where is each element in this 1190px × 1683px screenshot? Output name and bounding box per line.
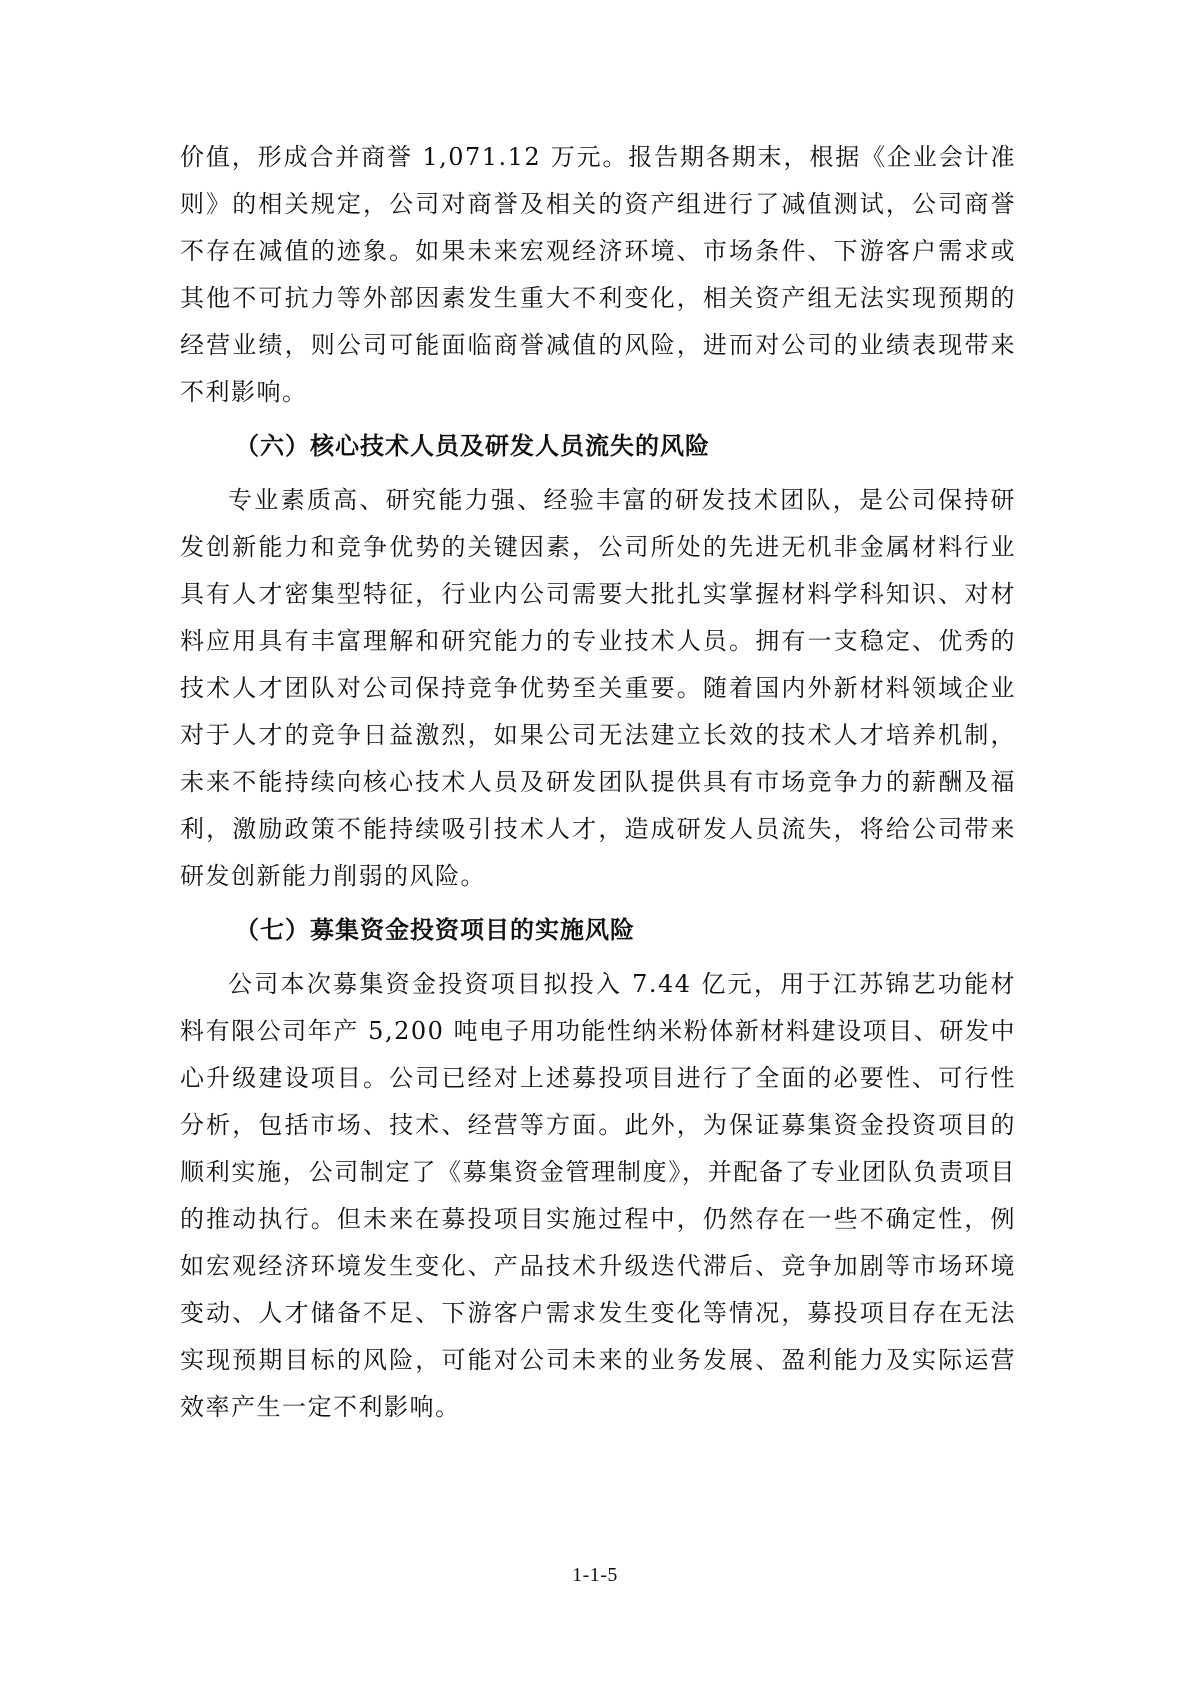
section-heading-core-staff-risk: （六）核心技术人员及研发人员流失的风险 bbox=[235, 432, 710, 460]
continuation-paragraph: 价值，形成合并商誉 1,071.12 万元。报告期各期末，根据《企业会计准则》的相关规定，公司对商誉及相关的资产组进行了减值测试，公司商誉不存在减值的迹象。如果未来宏观经济环境、市场条件、下游客户需求或其他不可抗力等外部因素发生重大不利变化，相关资产组无法实现预期的经营业绩，则公司可能面临商誉减值的风险，进而对公司的业绩表现带来不利影响。 bbox=[180, 143, 1016, 406]
section-heading-fundraising-project-risk: （七）募集资金投资项目的实施风险 bbox=[235, 916, 635, 944]
page-number: 1-1-5 bbox=[572, 1564, 618, 1586]
section-body-fundraising-project-risk: 公司本次募集资金投资项目拟投入 7.44 亿元，用于江苏锦艺功能材料有限公司年产 5,200 吨电子用功能性纳米粉体新材料建设项目、研发中心升级建设项目。公司已经对上述募投项目进行了全面的必要性、可行性分析，包括市场、技术、经营等方面。此外，为保证募集资金投资项目的顺利实施，公司制定了《募集资金管理制度》，并配备了专业团队负责项目的推动执行。但未来在募投项目实施过程中，仍然存在一些不确定性，例如宏观经济环境发生变化、产品技术升级迭代滞后、竞争加剧等市场环境变动、人才储备不足、下游客户需求发生变化等情况，募投项目存在无法实现预期目标的风险，可能对公司未来的业务发展、盈利能力及实际运营效率产生一定不利影响。 bbox=[180, 970, 1016, 1421]
document-body bbox=[180, 134, 1016, 1431]
section-body-core-staff-risk: 专业素质高、研究能力强、经验丰富的研发技术团队，是公司保持研发创新能力和竞争优势的关键因素，公司所处的先进无机非金属材料行业具有人才密集型特征，行业内公司需要大批扎实掌握材料学科知识、对材料应用具有丰富理解和研究能力的专业技术人员。拥有一支稳定、优秀的技术人才团队对公司保持竞争优势至关重要。随着国内外新材料领域企业对于人才的竞争日益激烈，如果公司无法建立长效的技术人才培养机制，未来不能持续向核心技术人员及研发团队提供具有市场竞争力的薪酬及福利，激励政策不能持续吸引技术人才，造成研发人员流失，将给公司带来研发创新能力削弱的风险。 bbox=[180, 486, 1016, 890]
